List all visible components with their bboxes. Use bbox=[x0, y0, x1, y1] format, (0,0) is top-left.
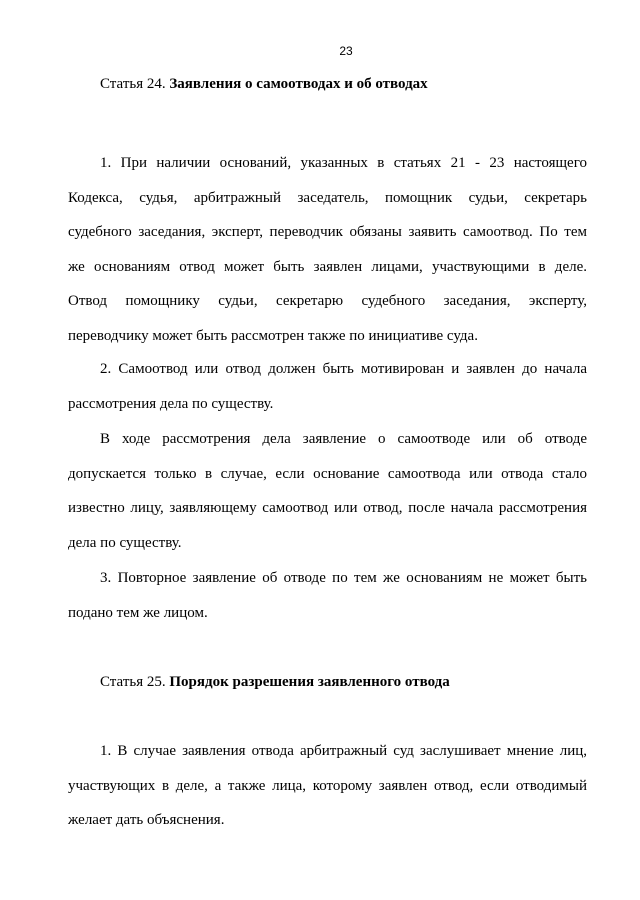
text-line: подано тем же лицом. bbox=[68, 604, 208, 621]
text-line: допускается только в случае, если основание самоотвода или отвода стало bbox=[68, 465, 587, 482]
text-line: 2. Самоотвод или отвод должен быть мотивирован и заявлен до начала bbox=[100, 361, 587, 377]
text-line: участвующих в деле, а также лица, которому заявлен отвод, если отводимый bbox=[68, 777, 587, 794]
article-24-paragraph-4 bbox=[68, 561, 587, 630]
article-24-paragraph-1 bbox=[68, 146, 587, 353]
page-number: 23 bbox=[339, 44, 353, 58]
text-line: Отвод помощнику судьи, секретарю судебного заседания, эксперту, bbox=[68, 293, 587, 309]
text-line: переводчику может быть рассмотрен также по инициативе суда. bbox=[68, 327, 478, 344]
text-line: же основаниям отвод может быть заявлен лицами, участвующими в деле. bbox=[68, 258, 587, 275]
text-line: желает дать объяснения. bbox=[68, 812, 225, 828]
article-25-heading bbox=[100, 674, 450, 691]
text-line: 1. При наличии оснований, указанных в статьях 21 - 23 настоящего bbox=[100, 155, 587, 171]
text-line: Кодекса, судья, арбитражный заседатель, помощник судьи, секретарь bbox=[68, 189, 587, 206]
text-line: дела по существу. bbox=[68, 534, 182, 551]
article-24-title: Заявления о самоотводах и об отводах bbox=[169, 76, 428, 92]
article-25-label: Статья 25. bbox=[100, 674, 166, 690]
article-24-heading bbox=[100, 76, 428, 93]
text-line: В ходе рассмотрения дела заявление о самоотводе или об отводе bbox=[100, 431, 587, 447]
text-line: судебного заседания, эксперт, переводчик обязаны заявить самоотвод. По тем bbox=[68, 224, 587, 240]
article-24-paragraph-3 bbox=[68, 422, 587, 560]
article-25-paragraph-1 bbox=[68, 734, 587, 838]
text-line: 1. В случае заявления отвода арбитражный суд заслушивает мнение лиц, bbox=[100, 743, 587, 759]
text-line: рассмотрения дела по существу. bbox=[68, 395, 274, 412]
text-line: известно лицу, заявляющему самоотвод или отвод, после начала рассмотрения bbox=[68, 500, 587, 516]
article-24-label: Статья 24. bbox=[100, 76, 166, 92]
article-25-title: Порядок разрешения заявленного отвода bbox=[169, 674, 450, 690]
article-24-paragraph-2 bbox=[68, 352, 587, 421]
text-line: 3. Повторное заявление об отводе по тем же основаниям не может быть bbox=[100, 570, 587, 586]
